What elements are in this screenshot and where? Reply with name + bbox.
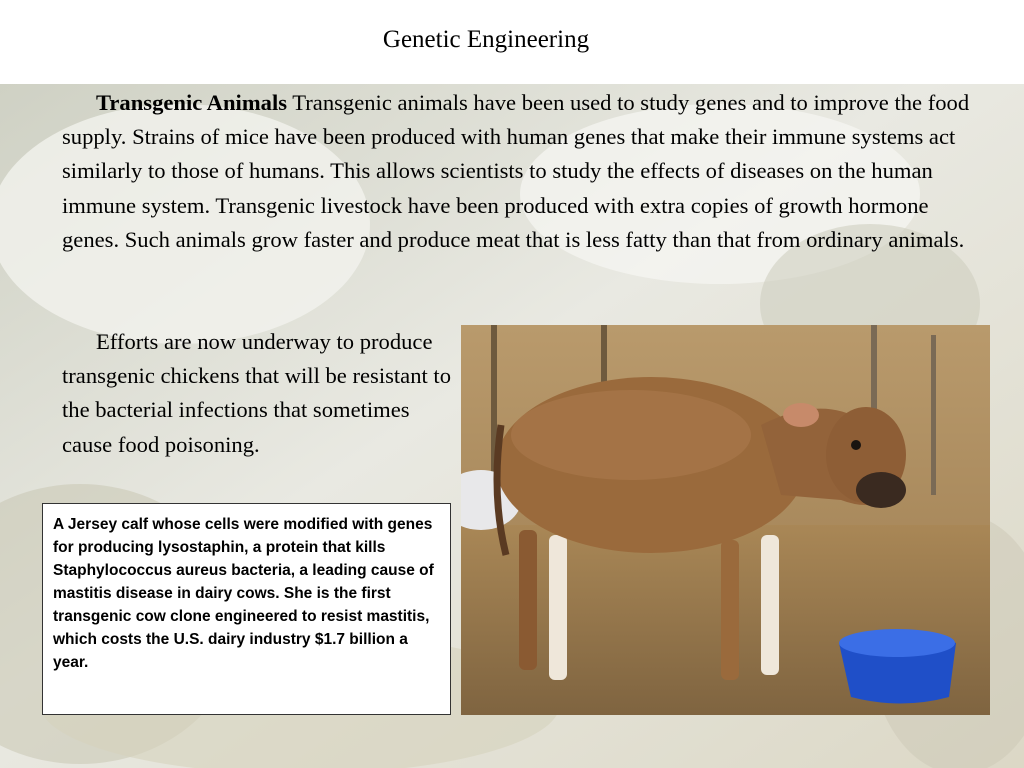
paragraph-transgenic-animals bbox=[62, 86, 982, 257]
image-caption: A Jersey calf whose cells were modified with genes for producing lysostaphin, a protein that kills Staphylococcus aureus bacteria, a leading cause of mastitis disease in dairy cows. She is the first transgenic cow clone engineered to resist mastitis, which costs the U.S. dairy industry $1.7 billion a year. bbox=[42, 503, 451, 715]
slide-title: Genetic Engineering bbox=[382, 26, 590, 53]
paragraph-2-text: Efforts are now underway to produce transgenic chickens that will be resistant to the bacterial infections that sometimes cause food poisoning. bbox=[62, 329, 452, 457]
paragraph-chickens bbox=[62, 325, 452, 462]
paragraph-1-text: Transgenic animals have been used to study genes and to improve the food supply. Strains of mice have been produced with human genes that make their immune systems act similarly to those of humans. This allows scientists to study the effects of diseases on the human immune system. Transgenic livestock have been produced with extra copies of growth hormone genes. Such animals grow faster and produce meat that is less fatty than that from ordinary animals. bbox=[62, 90, 970, 252]
jersey-calf-photo bbox=[461, 325, 990, 715]
section-heading: Transgenic Animals bbox=[96, 90, 288, 115]
